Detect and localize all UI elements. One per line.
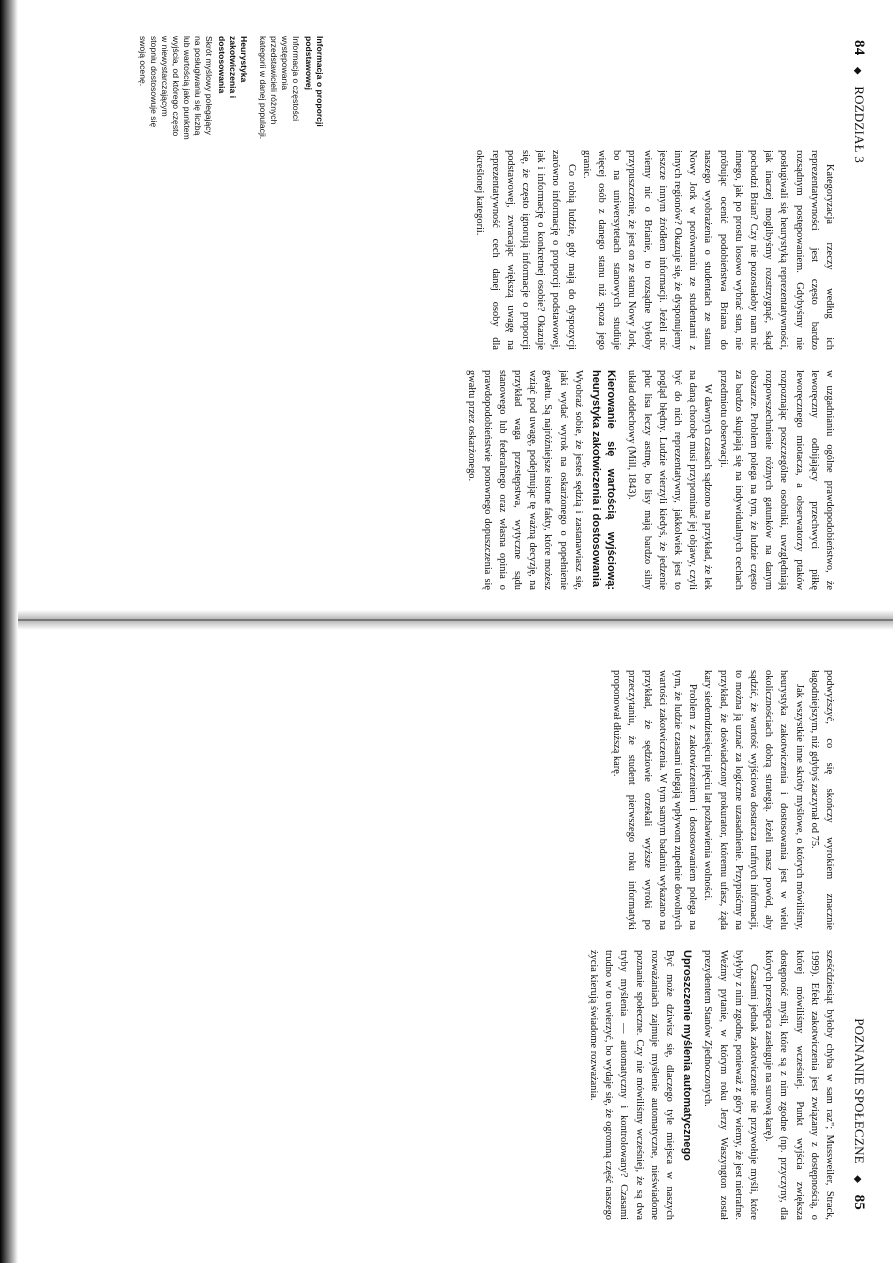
paragraph: Jak wszystkie inne skróty myślowe, o których mówiliśmy, heurystyka zakotwiczenia i dostosowania jest w wielu okolicznościach dobrą strategią. Jeżeli masz powód, aby sądzić, że wartość wyjściowa dostarcza trafnych informacji, to można ją uznać za logiczne uzasadnienie. Przypuśćmy na przykład, że doświadczony prokurator, któremu ufasz, żąda kary siedemdziesięciu pięciu lat pozbawienia wolności. <box>702 670 805 930</box>
glossary-term: Heurystyka zakotwiczenia i dostosowania <box>217 36 249 99</box>
paragraph: W dawnych czasach sądzono na przykład, że lek na daną chorobę musi przypominać jej objawy, czyli być do nich reprezentatywny, jakkolwiek jest to pogląd błędny. Ludzie wierzyli kiedyś, że jedzenie płuc lisa leczy astmę, bo lisy mają bardzo silny układ oddechowy (Mill, 1843). <box>626 370 714 590</box>
diamond-icon: ◆ <box>852 1175 863 1184</box>
paragraph: podwyższyć, co się skończy wyrokiem znacznie łagodniejszym, niż gdybyś zaczynał od 75. <box>808 670 835 930</box>
diamond-icon: ◆ <box>852 66 863 75</box>
section-title: POZNANIE SPOŁECZNE <box>852 1018 867 1164</box>
right-column-1 <box>20 670 837 930</box>
paragraph: Co robią ludzie, gdy mają do dyspozycji zarówno informację o proporcji podstawowej, jak i informację o konkretnej osobie? Okazuje się, że często ignorują informacje o proporcji podstawowej, zwracając większą uwagę na reprezentatywność cech danej osoby dla określonej kategorii. <box>474 150 577 350</box>
left-column-1 <box>20 150 837 350</box>
paragraph: sześćdziesiąt byłoby chyba w sam raz"; Mussweiler, Strack, 1999). Efekt zakotwiczenia jest związany z dostępnością, o której mówiliśmy wcześniej. Punkt wyjścia zwiększa dostępność myśli, które są z nim zgodne (np. przyczyny, dla których przestępca zasługuje na surową karę). <box>763 950 835 1220</box>
glossary-term: Informacja o proporcji podstawowej <box>304 36 325 127</box>
right-page <box>0 640 893 1240</box>
paragraph: Problem z zakotwiczeniem i dostosowaniem polega na tym, że ludzie czasami ulegają wpływom zupełnie dowolnych wartości zakotwiczenia. W tym samym badaniu wykazano na przykład, że sędziowie orzekali wyższe wyroki po przeczytaniu, że student pierwszego roku informatyki proponował dłuższą karę. <box>611 670 699 930</box>
right-running-head <box>850 1018 867 1210</box>
scan-edge <box>0 0 18 1263</box>
left-page <box>0 0 893 600</box>
glossary-definition: Skrót myślowy polegający na posługiwaniu się liczbą lub wartością jako punktem wyjścia, od którego często w niewystarczającym stopniu dostosowuje się swoją ocenę. <box>138 36 214 140</box>
book-gutter <box>0 610 893 630</box>
left-column-2 <box>20 370 837 590</box>
paragraph: Czasami jednak zakotwiczenie nie przywołuje myśli, które byłyby z nim zgodne, ponieważ z góry wiemy, że jest nietrafne. Weźmy pytanie, w którym roku Jerzy Waszyngton został prezydentem Stanów Zjednoczonych. <box>702 950 759 1220</box>
paragraph: Być może dziwisz się, dlaczego tyle miejsca w naszych rozważaniach zajmuje myślenie automatyczne, nieświadome poznanie społeczne. Czy nie mówiliśmy wcześniej, że są dwa tryby myślenia — automatyczny i kontrolowany? Czasami trudno w to uwierzyć, bo wydaje się, że ogromną część naszego życia kierują świadome rozważania. <box>587 950 675 1220</box>
page-number: 84 <box>851 40 867 56</box>
glossary-definition: Informacja o częstości występowania przedstawicieli różnych kategorii w danej populacji. <box>258 36 301 140</box>
page-number: 85 <box>851 1194 867 1210</box>
paragraph: w uzgadnianiu ogólne prawdopodobieństwo, że leworęczny odbijający przechwyci piłkę leworęcznego miotacza, a obserwatorzy ptaków rozpoznając poszczególne osobniki, uwzględniają rozpowszechnienie różnych gatunków na danym obszarze. Problem polega na tym, że ludzie często za bardzo skupiają się na indywidualnych cechach przedmiotu obserwacji. <box>717 370 835 590</box>
section-heading: Kierowanie się wartością wyjściową: heurystyka zakotwiczenia i dostosowania <box>589 370 618 590</box>
chapter-title: ROZDZIAŁ 3 <box>852 86 867 163</box>
right-column-2 <box>20 950 837 1220</box>
paragraph: Kategoryzacja rzeczy według ich reprezentatywności jest często bardzo rozsądnym postępowaniem. Gdybyśmy nie posługiwali się heurystyką reprezentatywności, jak inaczej moglibyśmy rozstrzygnąć, skąd pochodzi Brian? Czy nie pozostałoby nam nic innego, jak po prostu losowo wybrać stan, nie próbując ocenić podobieństwa Briana do naszego wyobrażenia o studentach ze stanu Nowy Jork w porównaniu ze studentami z innych regionów? Okazuje się, że dysponujemy jeszcze innym źródłem informacji. Jeżeli nic wiemy nic o Brianie, to rozsądne byłoby przypuszczenie, że jest on ze stanu Nowy Jork, bo na uniwersytetach stanowych studiuje więcej osób z danego stanu niż spoza jego granic. <box>580 150 835 350</box>
left-running-head <box>850 40 867 163</box>
margin-glossary <box>137 36 333 140</box>
paragraph: Wyobraź sobie, że jesteś sędzią i zastanawiasz się, jaki wydać wyrok na oskarżonego o popełnienie gwałtu. Są najróżniejsze istotne fakty, które możesz wziąć pod uwagę, podejmując tę ważną decyzję, na przykład waga przestępstwa, wytyczne sądu stanowego lub federalnego oraz własna opinia o prawdopodobieństwie ponownego dopuszczenia się gwałtu przez oskarżonego. <box>466 370 584 590</box>
section-heading: Uproszczenie myślenia automatycznego <box>681 950 694 1161</box>
